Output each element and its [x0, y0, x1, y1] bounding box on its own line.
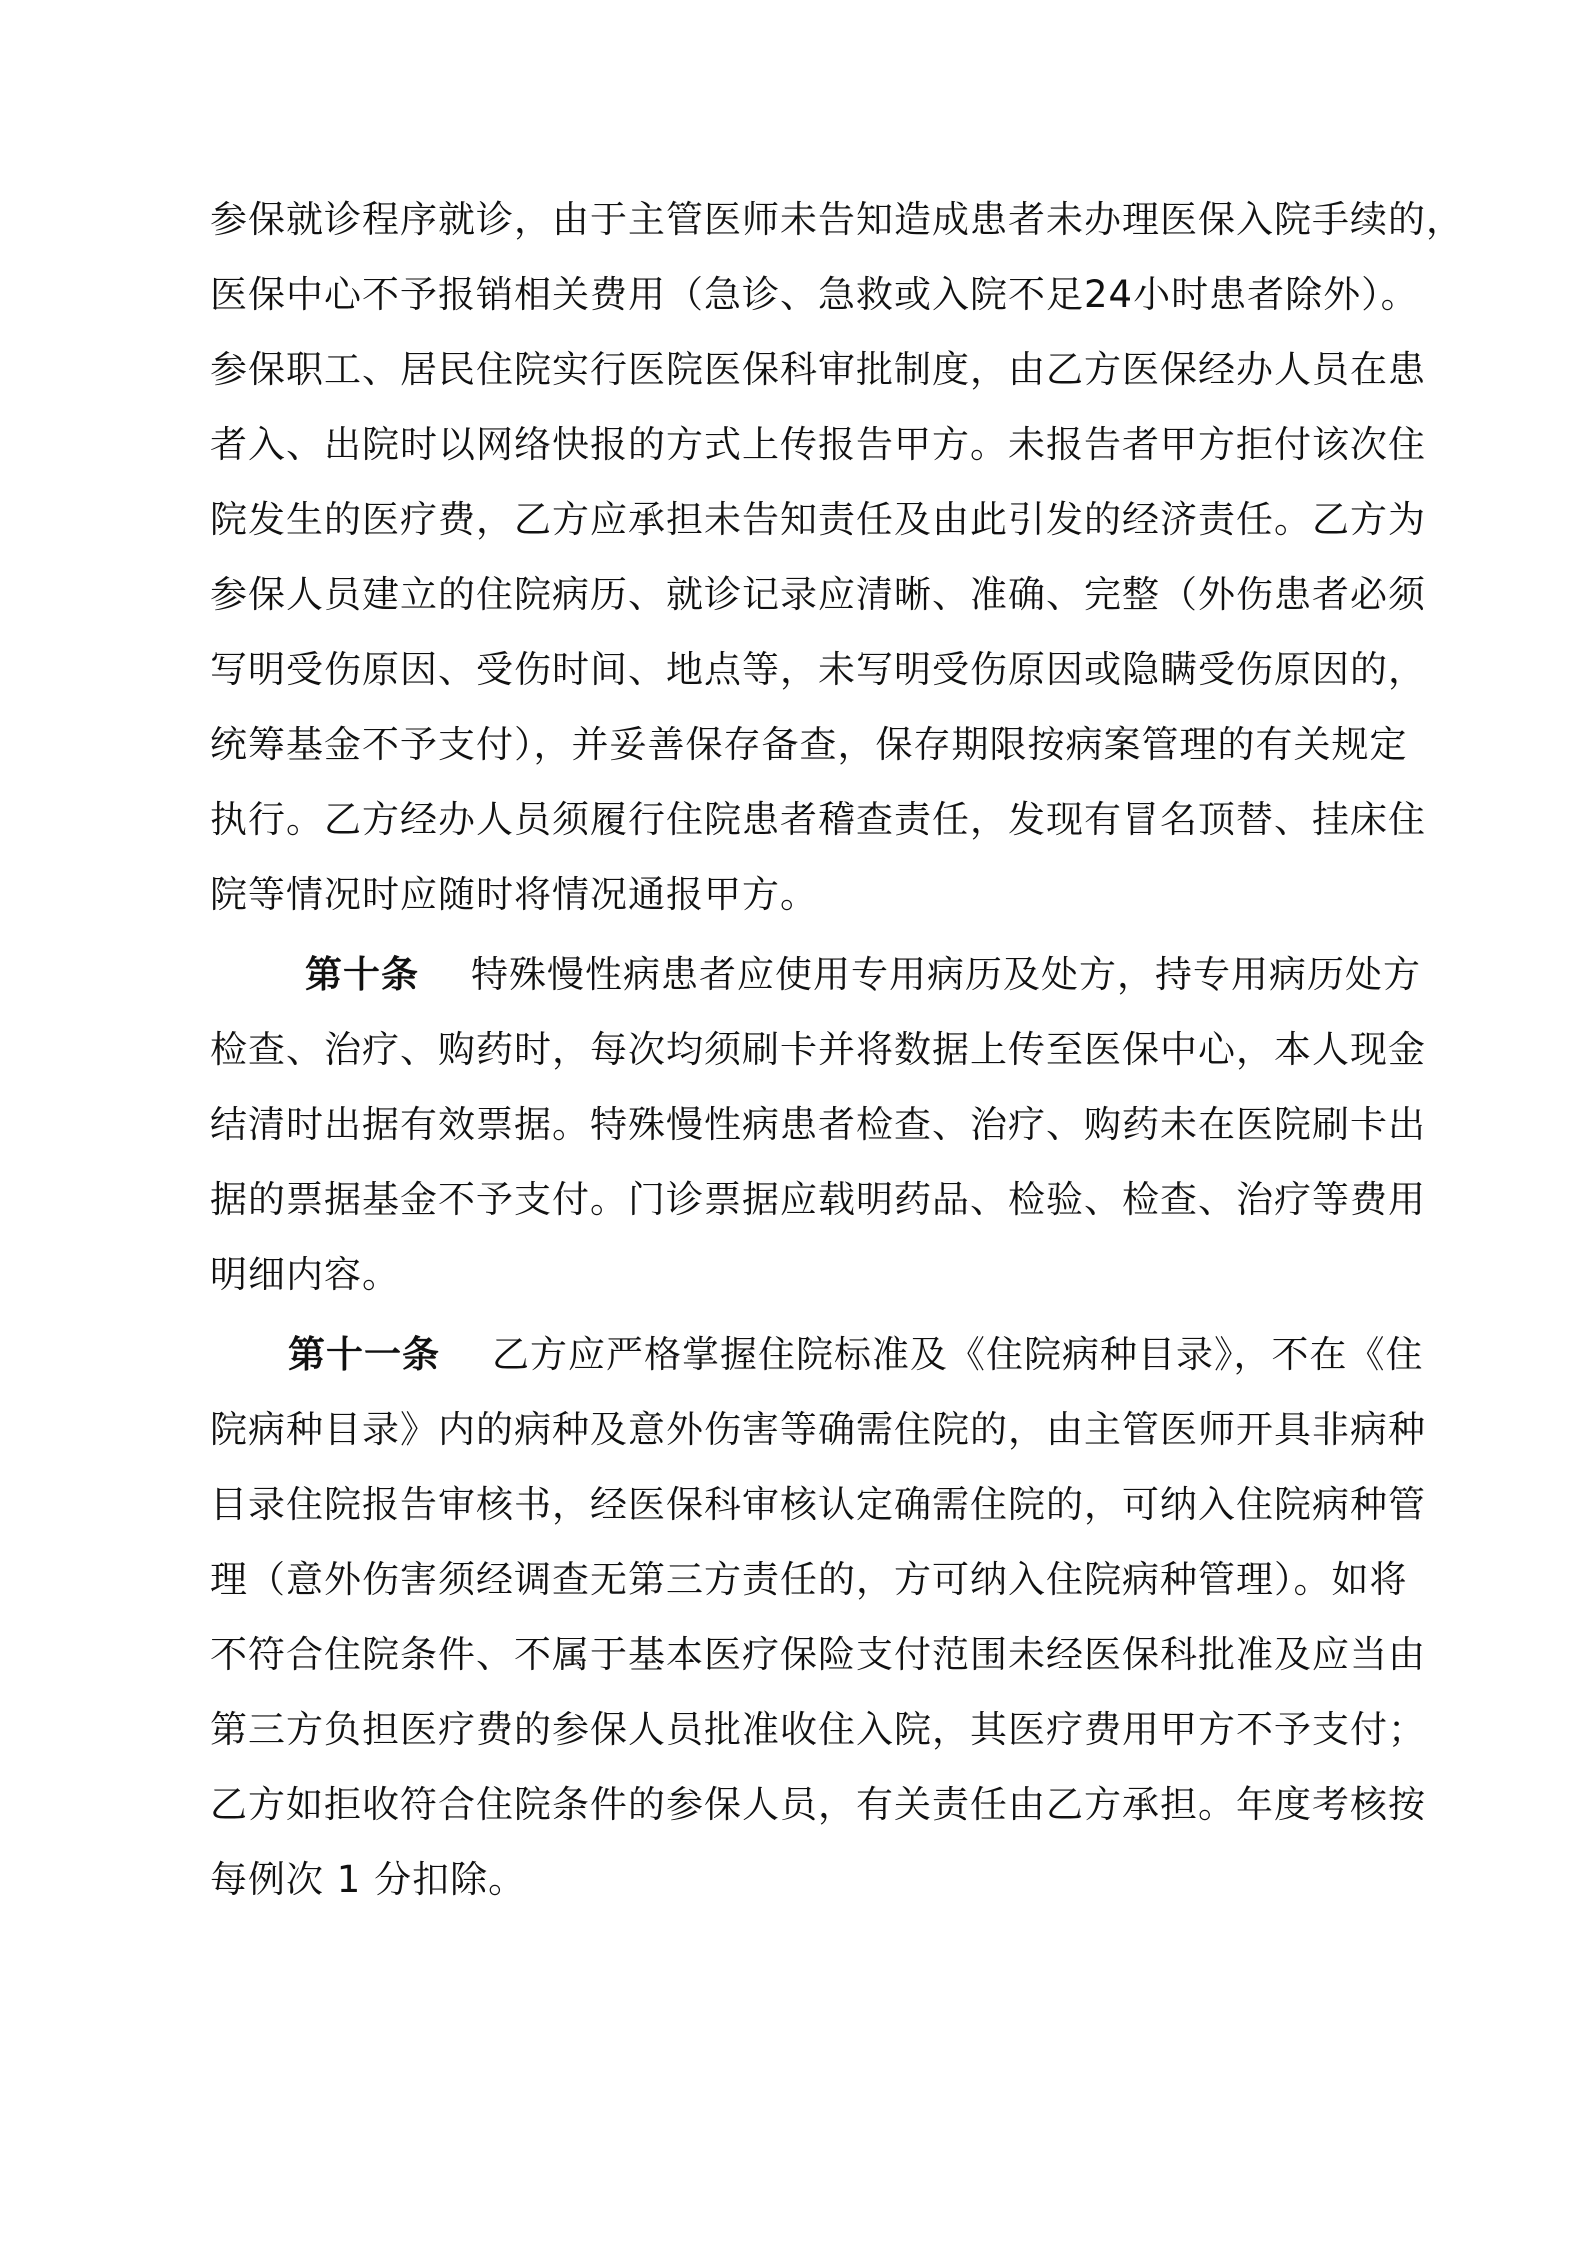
text-line: 不符合住院条件、不属于基本医疗保险支付范围未经医保科批准及应当由	[210, 1633, 1426, 1676]
text-line: 每例次 1 分扣除。	[210, 1858, 527, 1901]
text-line: 参保职工、居民住院实行医院医保科审批制度，由乙方医保经办人员在患	[210, 348, 1426, 391]
text-line: 参保就诊程序就诊，由于主管医师未告知造成患者未办理医保入院手续的，	[210, 198, 1464, 241]
text-line: 者入、出院时以网络快报的方式上传报告甲方。未报告者甲方拒付该次住	[210, 423, 1426, 466]
text-line: 第三方负担医疗费的参保人员批准收住入院，其医疗费用甲方不予支付；	[210, 1708, 1426, 1751]
article-11-first-line	[288, 1330, 1424, 1380]
text-line: 乙方如拒收符合住院条件的参保人员，有关责任由乙方承担。年度考核按	[210, 1783, 1426, 1826]
text-line: 院发生的医疗费，乙方应承担未告知责任及由此引发的经济责任。乙方为	[210, 498, 1426, 541]
article-10-heading: 第十条	[305, 953, 419, 996]
text-line: 写明受伤原因、受伤时间、地点等，未写明受伤原因或隐瞒受伤原因的，	[210, 648, 1426, 691]
text-line: 据的票据基金不予支付。门诊票据应载明药品、检验、检查、治疗等费用	[210, 1178, 1426, 1221]
article-10-first-line	[305, 950, 1421, 1000]
text-line: 统筹基金不予支付），并妥善保存备查，保存期限按病案管理的有关规定	[210, 723, 1408, 766]
text-line: 参保人员建立的住院病历、就诊记录应清晰、准确、完整（外伤患者必须	[210, 573, 1426, 616]
article-11-text: 乙方应严格掌握住院标准及《住院病种目录》，不在《住	[492, 1333, 1424, 1376]
text-line: 检查、治疗、购药时，每次均须刷卡并将数据上传至医保中心，本人现金	[210, 1028, 1426, 1071]
text-line: 明细内容。	[210, 1253, 400, 1296]
text-line: 结清时出据有效票据。特殊慢性病患者检查、治疗、购药未在医院刷卡出	[210, 1103, 1426, 1146]
article-10-text: 特殊慢性病患者应使用专用病历及处方，持专用病历处方	[471, 953, 1421, 996]
text-line: 目录住院报告审核书，经医保科审核认定确需住院的，可纳入住院病种管	[210, 1483, 1426, 1526]
text-line: 院等情况时应随时将情况通报甲方。	[210, 873, 818, 916]
article-11-heading: 第十一条	[288, 1333, 440, 1376]
text-line: 院病种目录》内的病种及意外伤害等确需住院的，由主管医师开具非病种	[210, 1408, 1426, 1451]
text-line: 医保中心不予报销相关费用（急诊、急救或入院不足24小时患者除外）。	[210, 273, 1419, 316]
text-line: 执行。乙方经办人员须履行住院患者稽查责任，发现有冒名顶替、挂床住	[210, 798, 1426, 841]
text-line: 理（意外伤害须经调查无第三方责任的，方可纳入住院病种管理）。如将	[210, 1558, 1408, 1601]
